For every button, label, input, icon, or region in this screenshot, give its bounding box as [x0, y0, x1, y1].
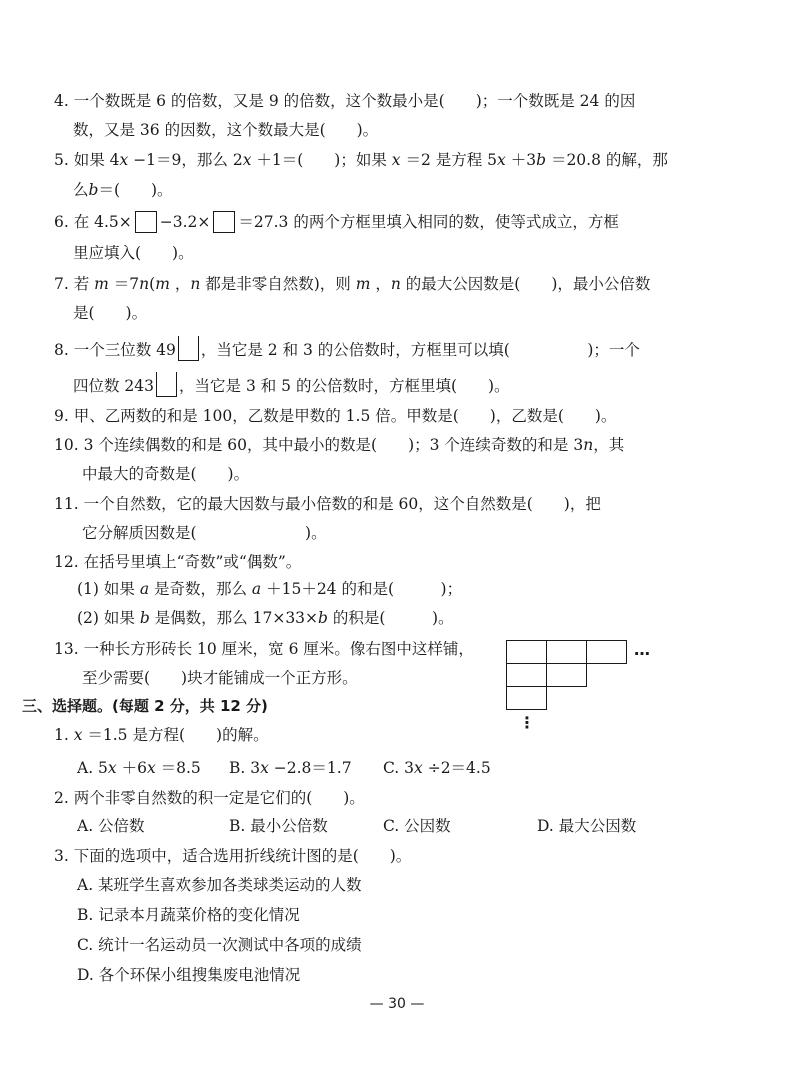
answer-box[interactable] [213, 211, 235, 233]
q8-line1: 8. 一个三位数 49 ，当它是 2 和 3 的公倍数时，方框里可以填( )；一个 [54, 336, 640, 361]
c3-stem: 3. 下面的选项中，适合选用折线统计图的是( )。 [54, 847, 412, 865]
horizontal-continuation-dots: … [634, 640, 650, 659]
q4-line1: 4. 一个数既是 6 的倍数，又是 9 的倍数，这个数最小是( )；一个数既是 24 的因 [54, 92, 636, 110]
page-number: — 30 — [369, 996, 425, 1012]
q4-line2: 数，又是 36 的因数，这个数最大是( )。 [73, 121, 379, 139]
q11-line2: 它分解质因数是( )。 [82, 524, 327, 542]
q10-line2: 中最大的奇数是( )。 [82, 465, 250, 483]
c2-stem: 2. 两个非零自然数的积一定是它们的( )。 [54, 789, 365, 807]
c1-option-b[interactable]: B. 3x −2.8＝1.7 [229, 759, 352, 777]
section-3-title: 三、选择题。(每题 2 分，共 12 分) [22, 697, 268, 715]
q12-sub1: (1) 如果 a 是奇数，那么 a ＋15＋24 的和是( )； [77, 580, 463, 598]
c3-option-d[interactable]: D. 各个环保小组搜集废电池情况 [77, 966, 301, 984]
c3-option-a[interactable]: A. 某班学生喜欢参加各类球类运动的人数 [77, 876, 362, 894]
digit-box[interactable] [156, 372, 177, 397]
vertical-continuation-dots: ⋮ [519, 713, 535, 732]
digit-box[interactable] [178, 336, 199, 361]
q13-line1: 13. 一种长方形砖长 10 厘米，宽 6 厘米。像右图中这样铺， [54, 640, 474, 658]
c1-option-a[interactable]: A. 5x ＋6x ＝8.5 [77, 759, 201, 777]
tile [506, 640, 547, 664]
q12-line1: 12. 在括号里填上“奇数”或“偶数”。 [54, 553, 302, 571]
c2-option-b[interactable]: B. 最小公倍数 [229, 817, 328, 835]
q12-sub2: (2) 如果 b 是偶数，那么 17×33×b 的积是( )。 [77, 609, 454, 627]
q8-line2: 四位数 243 ，当它是 3 和 5 的公倍数时，方框里填( )。 [73, 372, 510, 397]
c3-option-c[interactable]: C. 统计一名运动员一次测试中各项的成绩 [77, 936, 362, 954]
q5-line2: 么b＝( )。 [73, 181, 173, 199]
q9: 9. 甲、乙两数的和是 100，乙数是甲数的 1.5 倍。甲数是( )，乙数是( )。 [54, 407, 617, 425]
tile [546, 640, 587, 664]
q7-line2: 是( )。 [73, 304, 148, 322]
q7-line1: 7. 若 m ＝7n(m ，n 都是非零自然数)，则 m ，n 的最大公因数是( )，最小公倍数 [54, 275, 651, 293]
tile [506, 686, 547, 710]
c1-option-c[interactable]: C. 3x ÷2＝4.5 [383, 759, 491, 777]
q6-line2: 里应填入( )。 [73, 244, 194, 262]
q10-line1: 10. 3 个连续偶数的和是 60，其中最小的数是( )；3 个连续奇数的和是 3n，其 [54, 436, 625, 454]
tile [546, 663, 587, 687]
answer-box[interactable] [135, 211, 157, 233]
q6-line1: 6. 在 4.5× −3.2× ＝27.3 的两个方框里填入相同的数，使等式成立，方框 [54, 213, 619, 231]
tile [586, 640, 627, 664]
c2-option-c[interactable]: C. 公因数 [383, 817, 451, 835]
c2-option-d[interactable]: D. 最大公因数 [537, 817, 637, 835]
tile [506, 663, 547, 687]
q5-line1: 5. 如果 4x −1＝9，那么 2x ＋1＝( )；如果 x ＝2 是方程 5x ＋3b ＝20.8 的解，那 [54, 151, 668, 169]
q11-line1: 11. 一个自然数，它的最大因数与最小倍数的和是 60，这个自然数是( )，把 [54, 495, 601, 513]
tile-figure [506, 640, 666, 740]
c1-stem: 1. x ＝1.5 是方程( )的解。 [54, 726, 269, 744]
c3-option-b[interactable]: B. 记录本月蔬菜价格的变化情况 [77, 906, 300, 924]
q13-line2: 至少需要( )块才能铺成一个正方形。 [82, 669, 358, 687]
c2-option-a[interactable]: A. 公倍数 [77, 817, 145, 835]
